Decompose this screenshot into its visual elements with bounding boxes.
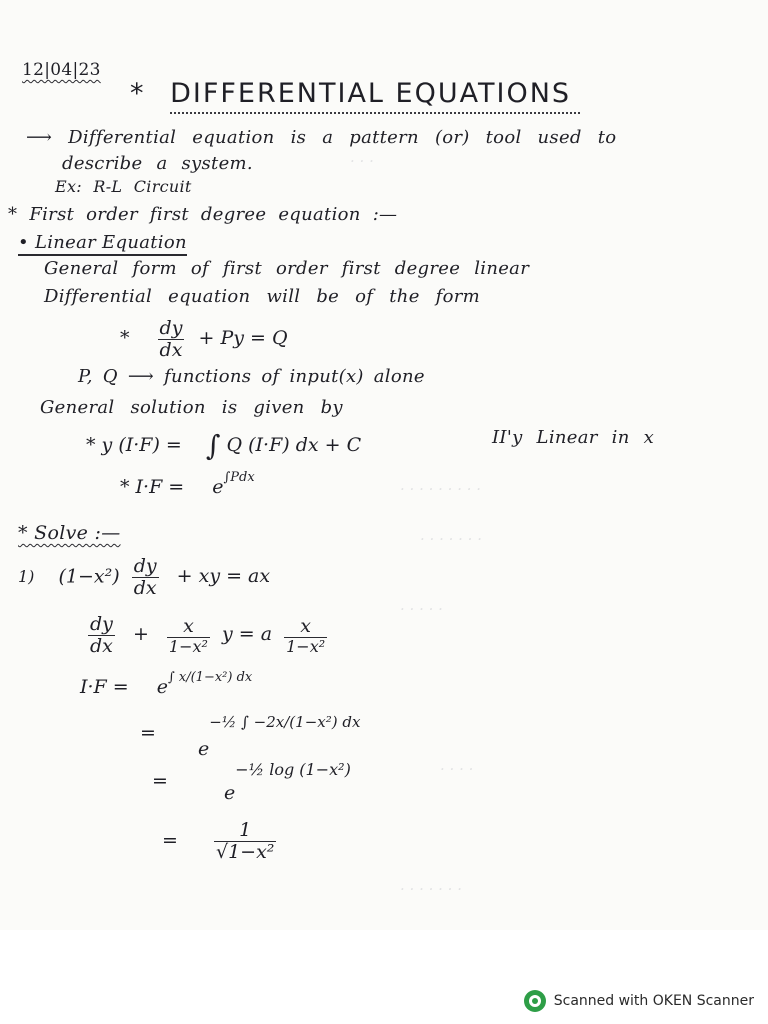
solution-rhs: Q (I·F) dx + C [226, 434, 362, 456]
step3-equals: = [140, 722, 156, 744]
integrating-factor-step-1 [80, 670, 253, 698]
step2-label: I·F = [80, 676, 129, 698]
result-denominator: √1−x² [215, 840, 275, 863]
form-denominator: dx [159, 338, 183, 361]
standard-form-equation [88, 614, 327, 657]
integrating-factor-step-3 [152, 760, 351, 804]
step1-dydx [88, 614, 115, 657]
general-form-line-2: Differential equation will be of the form [44, 286, 481, 307]
step4-equals: = [152, 770, 168, 792]
rhs-denominator: 1−x² [286, 636, 326, 656]
solve-heading: * Solve :— [18, 522, 121, 544]
if-label: * I·F = [120, 476, 185, 498]
problem-numerator: dy [133, 555, 157, 577]
step1-rhs [284, 616, 327, 655]
step2-exponent: ∫ x/(1−x²) dx [167, 670, 253, 685]
scanner-footer-text: Scanned with OKEN Scanner [553, 993, 754, 1009]
page-title [130, 78, 571, 109]
bleed-through-mark: · · · · · · · [420, 530, 482, 548]
solution-formula [86, 425, 362, 462]
scanner-footer [524, 990, 754, 1012]
definition-line-2: describe a system. [62, 153, 253, 174]
integrating-factor-formula [120, 470, 255, 498]
title-star: * [130, 78, 146, 109]
problem-prefix: (1−x²) [58, 565, 120, 588]
step1-coefficient [167, 616, 210, 655]
step5-equals: = [162, 829, 178, 852]
bleed-through-mark: · · · · · · · · · [400, 480, 482, 498]
integral-sign: ∫ [205, 429, 221, 462]
pq-functions-line: P, Q ⟶ functions of input(x) alone [78, 366, 425, 387]
first-order-heading: * First order first degree equation :— [8, 204, 398, 225]
linear-equation-heading: • Linear Equation [18, 232, 187, 256]
problem-fraction [132, 556, 159, 599]
result-numerator: 1 [214, 820, 276, 842]
coef-numerator: x [167, 616, 210, 638]
oken-scanner-logo-icon [524, 990, 546, 1012]
bleed-through-mark: · · · · [440, 760, 474, 778]
problem-marker: 1) [18, 567, 35, 587]
integrating-factor-result [162, 820, 276, 863]
title-text: DIFFERENTIAL EQUATIONS [170, 78, 572, 109]
problem-equation [18, 556, 270, 599]
title-underline [170, 112, 580, 114]
step1-middle: y = a [222, 623, 273, 646]
step3-exponent: −½ ∫ −2x/(1−x²) dx [209, 713, 361, 731]
step2-base: e [156, 676, 168, 698]
example-line: Ex: R-L Circuit [55, 177, 192, 196]
bleed-through-mark: · · · · · · · [400, 880, 462, 898]
if-exponent: ∫Pdx [223, 470, 255, 485]
step1-plus: + [132, 623, 149, 646]
if-base: e [212, 476, 224, 498]
form-rest: + Py = Q [198, 327, 288, 350]
rhs-numerator: x [284, 616, 327, 638]
step1-denominator: dx [90, 634, 113, 657]
bleed-through-mark: · · · [350, 152, 374, 170]
coef-denominator: 1−x² [168, 636, 208, 656]
bleed-through-mark: · · · · · [400, 600, 443, 618]
result-fraction [214, 820, 276, 863]
step4-base: e [223, 782, 236, 804]
step1-numerator: dy [90, 613, 113, 635]
general-solution-line: General solution is given by [40, 397, 343, 418]
form-numerator: dy [159, 317, 183, 339]
form-star: * [120, 327, 130, 350]
parallel-note: II'y Linear in x [492, 427, 655, 448]
problem-denominator: dx [133, 576, 157, 599]
dy-dx-fraction [158, 318, 185, 361]
linear-form-equation [120, 318, 288, 361]
step3-base: e [197, 738, 210, 760]
definition-line-1: ⟶ Differential equation is a pattern (or) tool used to [26, 127, 617, 148]
note-date: 12|04|23 [22, 60, 101, 80]
general-form-line-1: General form of first order first degree linear [44, 258, 530, 279]
solution-lhs: * y (I·F) = [86, 434, 182, 456]
problem-rest: + xy = ax [176, 565, 271, 588]
step4-exponent: −½ log (1−x²) [235, 760, 351, 779]
